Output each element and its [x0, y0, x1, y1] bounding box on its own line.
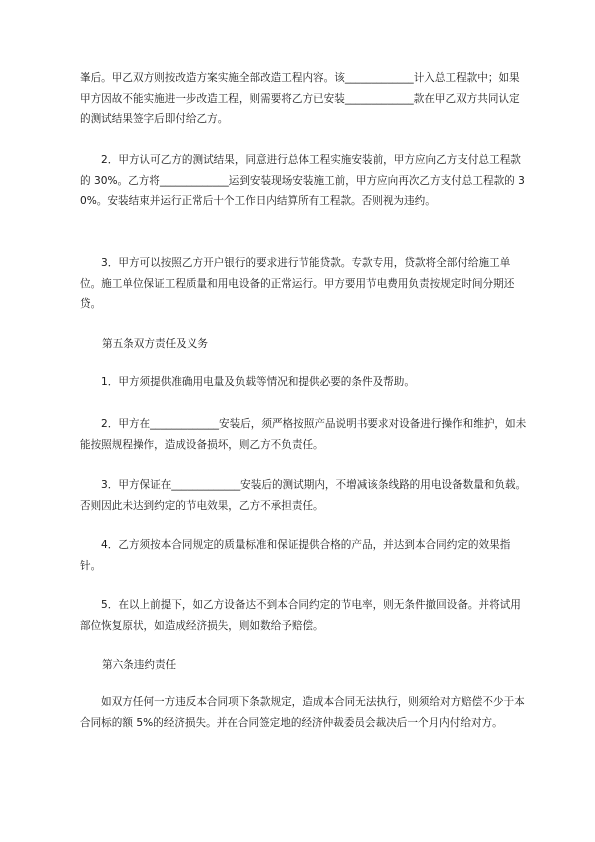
paragraph-duty-2: 2．甲方在_____________安装后，须严格按照产品说明书要求对设备进行操作和维护，如未能按照规程操作，造成设备损坏，则乙方不负责任。 — [80, 418, 527, 451]
section-heading-article-6: 第六条违约责任 — [102, 659, 177, 671]
paragraph-duty-5: 5．在以上前提下，如乙方设备达不到本合同约定的节电率，则无条件撤回设备。并将试用部位恢复原状，如造成经济损失，则如数给予赔偿。 — [80, 599, 521, 632]
section-heading-article-5: 第五条双方责任及义务 — [102, 338, 208, 350]
paragraph-payment-terms-continued: 峯后。甲乙双方则按改造方案实施全部改造工程内容。该_____________计入总工程款中；如果甲方因故不能实施进一步改造工程，则需要将乙方已安装_____________款在甲乙双方共同认定的测试结果签字后即付给乙方。 — [80, 72, 520, 125]
paragraph-liability: 如双方任何一方违反本合同项下条款规定，造成本合同无法执行，则须给对方赔偿不少于本合同标的额 5%的经济损失。并在合同签定地的经济仲裁委员会裁决后一个月内付给对方。 — [80, 696, 525, 729]
paragraph-duty-4: 4．乙方须按本合同规定的质量标准和保证提供合格的产品，并达到本合同约定的效果指针。 — [80, 539, 511, 572]
paragraph-duty-3: 3．甲方保证在_____________安装后的测试期内，不增减该条线路的用电设备数量和负载。否则因此未达到约定的节电效果，乙方不承担责任。 — [80, 479, 527, 512]
paragraph-clause-2: 2．甲方认可乙方的测试结果，同意进行总体工程实施安装前，甲方应向乙方支付总工程款的 30%。乙方将_____________运到安装现场安装施工前，甲方应向再次乙方支付总工程款的 30%。安装结束并运行正常后十个工作日内结算所有工程款。否则视为违约。 — [80, 154, 525, 207]
paragraph-clause-3: 3．甲方可以按照乙方开户银行的要求进行节能贷款。专款专用，贷款将全部付给施工单位。施工单位保证工程质量和用电设备的正常运行。甲方要用节电费用负责按规定时间分期还贷。 — [80, 257, 515, 310]
paragraph-duty-1: 1．甲方须提供准确用电量及负载等情况和提供必要的条件及帮助。 — [101, 376, 415, 388]
